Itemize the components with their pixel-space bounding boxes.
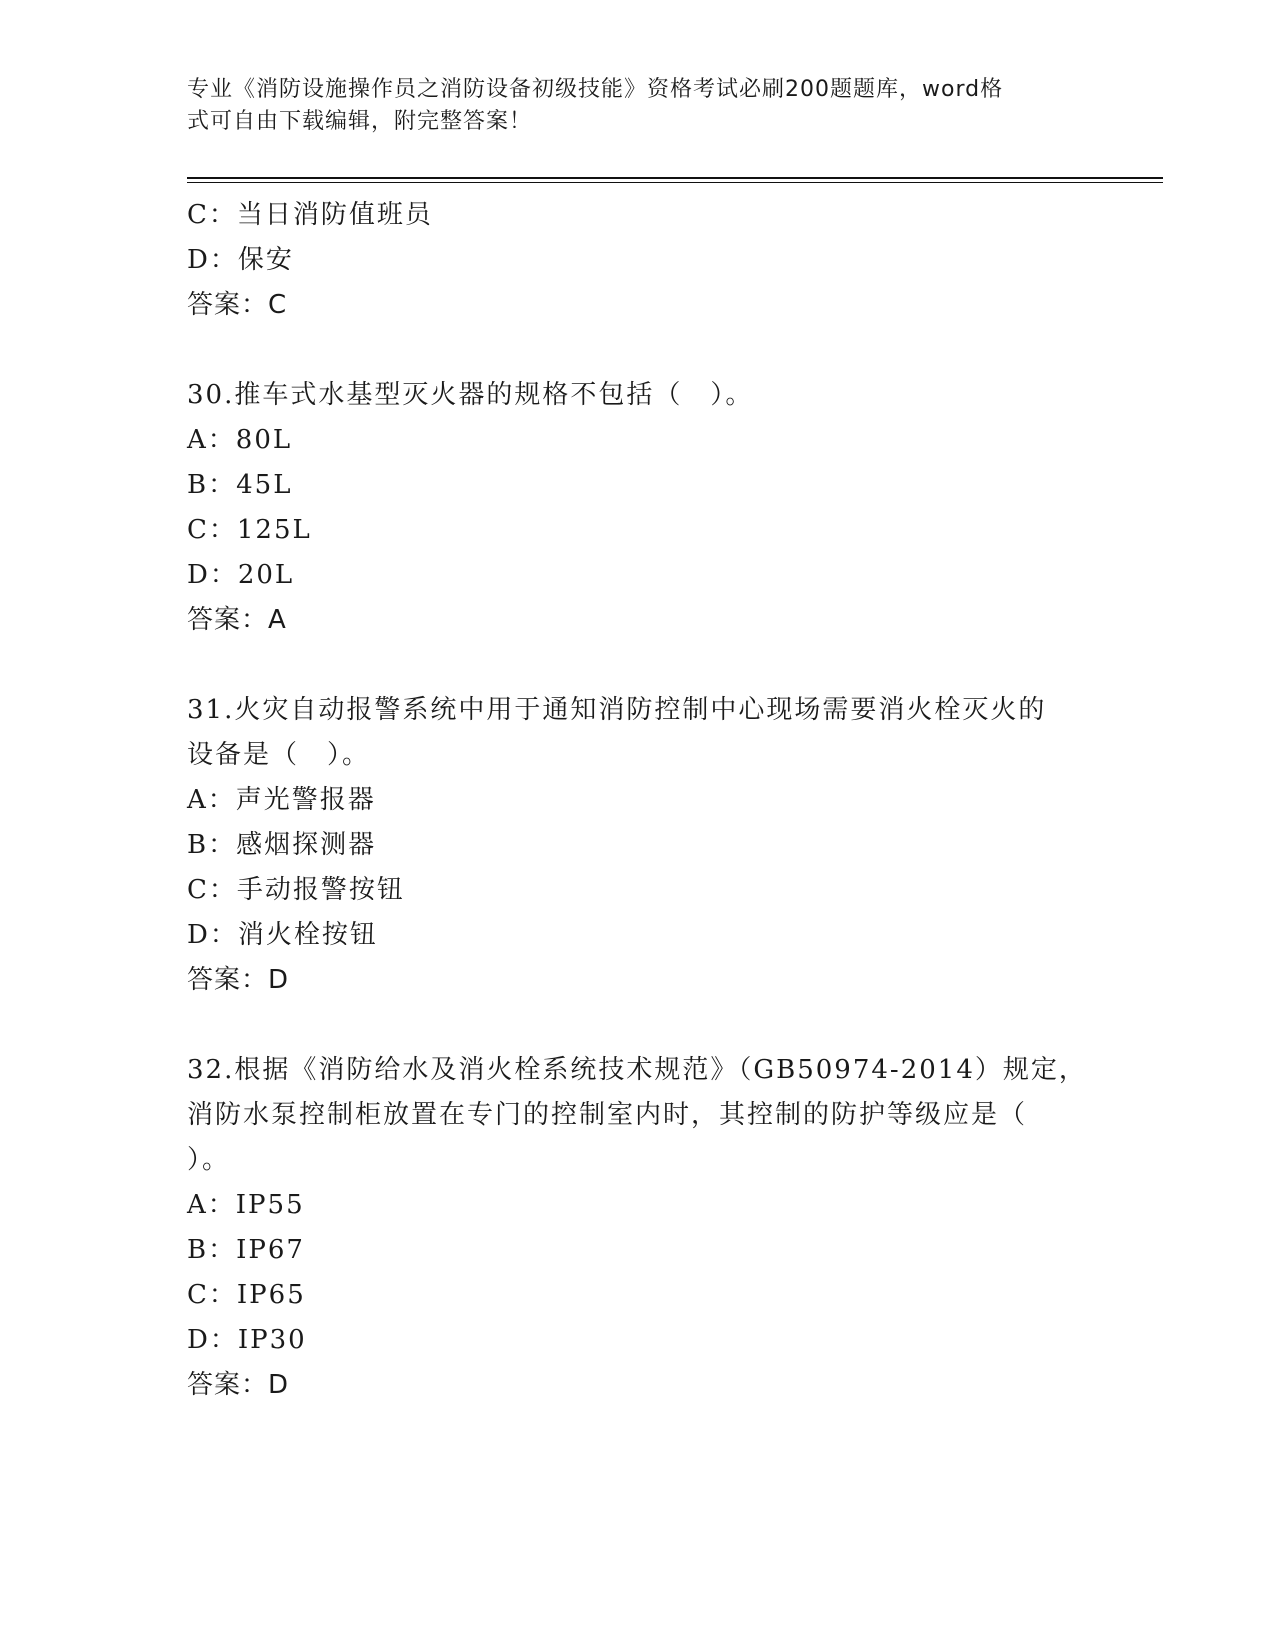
option-d: D：20L bbox=[187, 560, 295, 590]
header-line-2: 式可自由下载编辑，附完整答案！ bbox=[187, 109, 533, 134]
option-b: B：IP67 bbox=[187, 1235, 305, 1265]
answer: 答案：D bbox=[187, 1370, 290, 1400]
answer: 答案：D bbox=[187, 965, 290, 995]
option-a: A：80L bbox=[187, 425, 293, 455]
header-line-1: 专业《消防设施操作员之消防设备初级技能》资格考试必刷200题题库，word格 bbox=[187, 77, 1004, 102]
answer: 答案：A bbox=[187, 605, 287, 635]
question-32 bbox=[187, 1048, 1087, 1408]
header-divider-thick bbox=[187, 177, 1163, 179]
question-text-line-1: 31.火灾自动报警系统中用于通知消防控制中心现场需要消火栓灭火的 bbox=[187, 695, 1047, 725]
question-text-line-3: ）。 bbox=[187, 1145, 231, 1175]
option-d: D：IP30 bbox=[187, 1325, 307, 1355]
question-list bbox=[187, 193, 1087, 1408]
option-b: B：感烟探测器 bbox=[187, 830, 377, 860]
question-text-line-2: 设备是（ ）。 bbox=[187, 740, 371, 770]
option-a: A：IP55 bbox=[187, 1190, 305, 1220]
option-c: C：IP65 bbox=[187, 1280, 306, 1310]
question-31 bbox=[187, 688, 1087, 1003]
question-text-line-1: 32.根据《消防给水及消火栓系统技术规范》（GB50974-2014）规定， bbox=[187, 1055, 1087, 1085]
question-30 bbox=[187, 373, 1087, 643]
question-text: 30.推车式水基型灭火器的规格不包括（ ）。 bbox=[187, 380, 754, 410]
answer: 答案：C bbox=[187, 290, 288, 320]
option-c: C：125L bbox=[187, 515, 312, 545]
option-d: D：保安 bbox=[187, 245, 294, 275]
option-d: D：消火栓按钮 bbox=[187, 920, 378, 950]
option-b: B：45L bbox=[187, 470, 293, 500]
option-c: C：手动报警按钮 bbox=[187, 875, 405, 905]
option-a: A：声光警报器 bbox=[187, 785, 376, 815]
header-divider-thin bbox=[187, 182, 1163, 183]
question-text-line-2: 消防水泵控制柜放置在专门的控制室内时，其控制的防护等级应是（ bbox=[187, 1100, 1028, 1130]
option-c: C：当日消防值班员 bbox=[187, 200, 433, 230]
document-header bbox=[187, 74, 1067, 138]
partial-question bbox=[187, 193, 1087, 328]
